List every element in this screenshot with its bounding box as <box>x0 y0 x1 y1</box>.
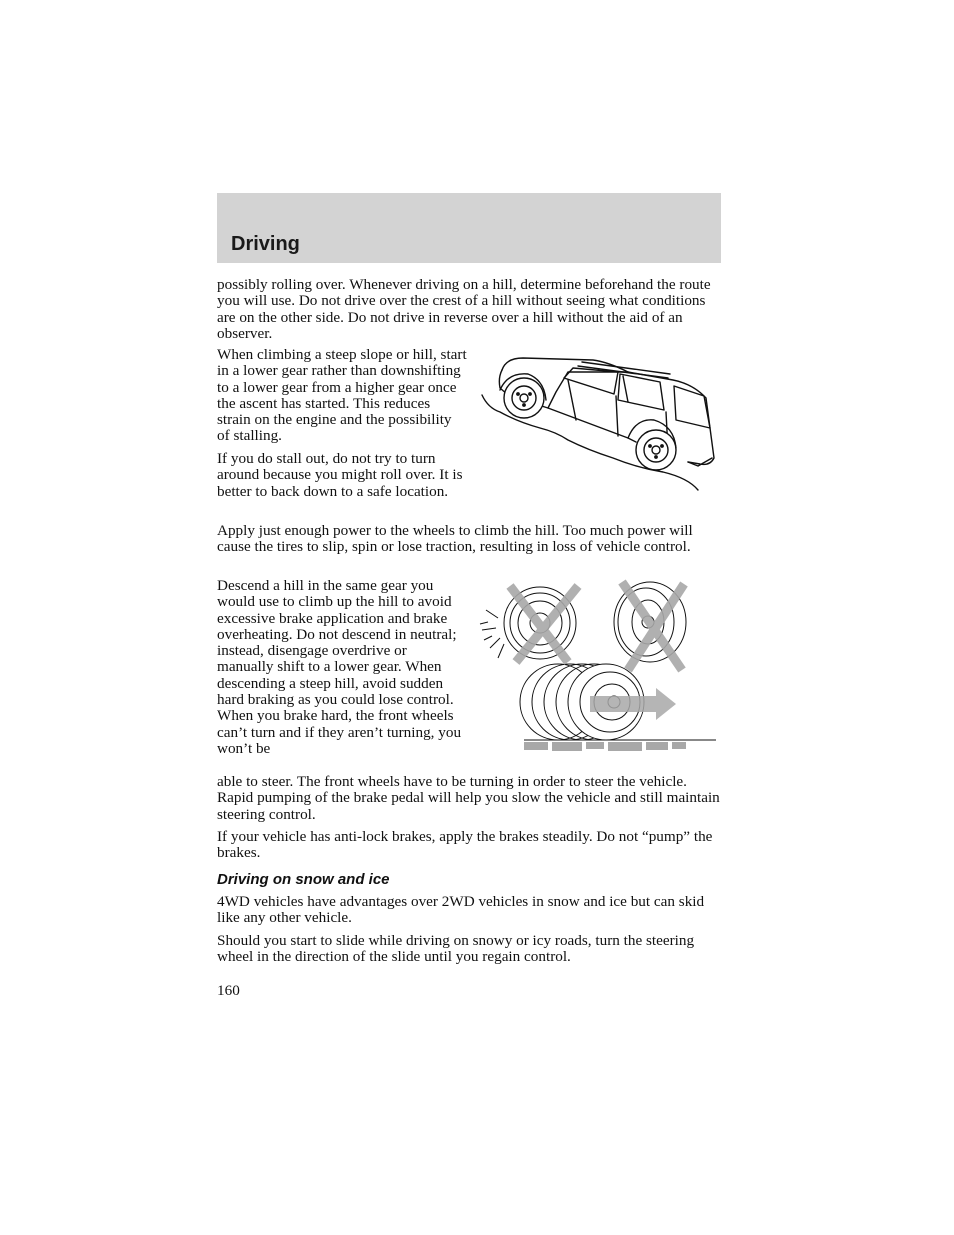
section-header <box>217 193 721 263</box>
paragraph-anti-lock: If your vehicle has anti-lock brakes, apply the brakes steadily. Do not “pump” the brakes. <box>217 828 713 862</box>
section-heading-snow-ice: Driving on snow and ice <box>217 871 390 888</box>
x-mark-icon <box>510 582 684 670</box>
paragraph-steer: able to steer. The front wheels have to be turning in order to steer the vehicle. Rapid pumping of the brake pedal will help you slow the vehicle and still maintain steering control. <box>217 773 720 823</box>
paragraph-slide: Should you start to slide while driving on snowy or icy roads, turn the steering wheel in the direction of the slide until you regain control. <box>217 932 695 966</box>
paragraph-hill-route: possibly rolling over. Whenever driving on a hill, determine beforehand the route you will use. Do not drive over the crest of a hill without seeing what conditions are on the other side. Do not drive in reverse over a hill without the aid of an observer. <box>217 276 711 342</box>
wheel-traction-illustration <box>478 578 720 766</box>
paragraph-climbing: When climbing a steep slope or hill, start in a lower gear rather than downshifting to a lower gear from a higher gear once the ascent has started. This reduces strain on the engine and the possibility of stalling. <box>217 346 467 445</box>
page-number: 160 <box>217 982 240 999</box>
suv-climbing-hill-illustration <box>478 350 723 495</box>
paragraph-power: Apply just enough power to the wheels to climb the hill. Too much power will cause the tires to slip, spin or lose traction, resulting in loss of vehicle control. <box>217 522 693 556</box>
paragraph-4wd: 4WD vehicles have advantages over 2WD vehicles in snow and ice but can skid like any other vehicle. <box>217 893 705 927</box>
page-title: Driving <box>231 233 300 255</box>
paragraph-stall: If you do stall out, do not try to turn around because you might roll over. It is better to back down to a safe location. <box>217 450 463 500</box>
paragraph-descend: Descend a hill in the same gear you would use to climb up the hill to avoid excessive brake application and brake overheating. Do not descend in neutral; instead, disengage overdrive or manually shift to a lower gear. When descending a steep hill, avoid sudden hard braking as you could lose control. When you brake hard, the front wheels can’t turn and if they aren’t turning, you won’t be <box>217 577 462 757</box>
